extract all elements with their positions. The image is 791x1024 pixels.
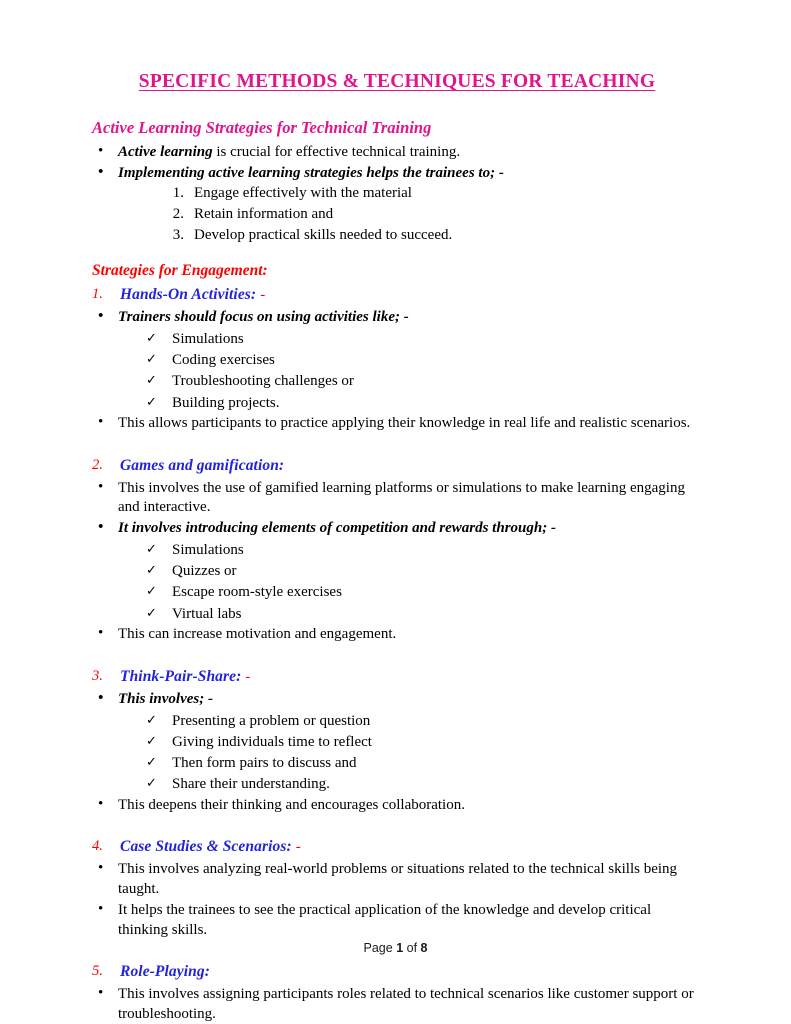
strategy-block-1 [92, 284, 702, 434]
spacer [92, 646, 702, 666]
list-item-label: Develop practical skills needed to succeed. [194, 227, 453, 244]
list-item-label: Trainers should focus on using activities like; - [118, 309, 409, 326]
list-item [136, 732, 702, 752]
list-item [96, 164, 702, 184]
list-item [96, 860, 702, 900]
list-item [96, 414, 702, 434]
strategy-dash: - [260, 287, 266, 304]
list-item-label: This involves the use of gamified learning platforms or simulations to make learning engaging and interactive. [118, 479, 685, 516]
list-item-number: 3. [172, 227, 184, 244]
list-item-label: This involves assigning participants roles related to technical scenarios like customer support or troubleshooting. [118, 986, 694, 1023]
strategy-number: 5. [92, 963, 103, 980]
list-item [136, 561, 702, 581]
bullet-rest-text: is crucial for effective technical training. [212, 143, 461, 160]
page-title: SPECIFIC METHODS & TECHNIQUES FOR TEACHING [138, 71, 656, 92]
list-item-number: 2. [172, 206, 184, 223]
list-item-label: This allows participants to practice applying their knowledge in real life and realistic scenarios. [118, 414, 691, 431]
list-item [96, 625, 702, 645]
strategy-body [92, 625, 702, 645]
spacer [92, 247, 702, 261]
list-item [96, 901, 702, 941]
list-item [136, 371, 702, 391]
list-item-number: 1. [172, 185, 184, 202]
strategy-body [92, 860, 702, 940]
strategy-title: Hands-On Activities: [120, 286, 257, 304]
list-item [154, 226, 702, 246]
list-item-label: Engage effectively with the material [194, 185, 412, 202]
checklist [92, 329, 702, 413]
strategy-number: 2. [92, 456, 103, 473]
strategy-body [92, 985, 702, 1024]
list-item [136, 774, 702, 794]
list-item-label: Presenting a problem or question [172, 712, 371, 729]
strategy-body [92, 690, 702, 710]
list-item [96, 796, 702, 816]
list-item [136, 753, 702, 773]
checklist [92, 711, 702, 795]
list-item [96, 985, 702, 1024]
strategy-number: 3. [92, 667, 103, 684]
list-item [96, 143, 702, 163]
list-item-label: Escape room-style exercises [172, 584, 342, 601]
list-item [136, 329, 702, 349]
list-item [136, 711, 702, 731]
list-item [136, 582, 702, 602]
strategy-heading [92, 455, 702, 477]
list-item-label: Virtual labs [172, 605, 242, 622]
list-item-label: This involves analyzing real-world problems or situations related to the technical skills being taught. [118, 861, 678, 898]
strategy-heading [92, 961, 702, 983]
intro-numbered-list [92, 184, 702, 246]
bullet-lead-text: Implementing active learning strategies helps the trainees to; - [118, 164, 504, 181]
strategy-heading [92, 666, 702, 688]
strategy-block-5 [92, 961, 702, 1024]
footer-prefix: Page [363, 941, 393, 955]
list-item-label: Building projects. [172, 394, 280, 411]
list-item-label: This can increase motivation and engagement. [118, 625, 397, 642]
footer-total-pages: 8 [420, 941, 428, 955]
list-item-label: Simulations [172, 330, 244, 347]
list-item-label: This deepens their thinking and encourages collaboration. [118, 796, 465, 813]
strategy-dash: - [295, 839, 301, 856]
footer-page-number: 1 [396, 941, 404, 955]
strategy-block-2 [92, 455, 702, 645]
strategy-title: Games and gamification: [120, 456, 285, 474]
page-content [92, 70, 702, 1024]
section-heading-active-learning: Active Learning Strategies for Technical Training [92, 118, 432, 138]
list-item [96, 519, 702, 539]
list-item [96, 308, 702, 328]
list-item-label: Share their understanding. [172, 776, 330, 793]
list-item [154, 205, 702, 225]
spacer [92, 435, 702, 455]
strategy-dash: - [245, 668, 251, 685]
strategy-body [92, 414, 702, 434]
list-item [96, 690, 702, 710]
strategies-for-engagement-heading: Strategies for Engagement: [92, 262, 268, 280]
list-item-label: Then form pairs to discuss and [172, 755, 357, 771]
strategy-body [92, 308, 702, 328]
list-item-label: It involves introducing elements of competition and rewards through; - [118, 520, 556, 537]
list-item-label: Giving individuals time to reflect [172, 733, 372, 750]
intro-bullet-list [92, 143, 702, 184]
strategy-number: 4. [92, 838, 103, 855]
checklist [92, 540, 702, 624]
footer-middle: of [406, 941, 418, 955]
strategy-body [92, 796, 702, 816]
list-item-label: Simulations [172, 541, 244, 558]
list-item-label: This involves; - [118, 690, 213, 707]
strategy-body [92, 479, 702, 539]
strategy-block-3 [92, 666, 702, 816]
strategy-title: Think-Pair-Share: [120, 667, 242, 685]
page-footer [0, 941, 791, 955]
strategy-title: Role-Playing: [120, 963, 210, 981]
list-item [136, 350, 702, 370]
strategy-block-4 [92, 836, 702, 940]
strategy-number: 1. [92, 286, 103, 303]
list-item-label: Retain information and [194, 206, 334, 223]
strategy-title: Case Studies & Scenarios: [120, 838, 292, 856]
list-item [136, 393, 702, 413]
list-item [136, 604, 702, 624]
list-item [96, 479, 702, 519]
list-item [154, 184, 702, 204]
strategy-heading [92, 284, 702, 306]
list-item-label: It helps the trainees to see the practical application of the knowledge and develop critical thinking skills. [118, 901, 652, 938]
list-item [136, 540, 702, 560]
list-item-label: Troubleshooting challenges or [172, 373, 354, 390]
bullet-lead-text: Active learning [118, 143, 213, 160]
strategy-heading [92, 836, 702, 858]
list-item-label: Quizzes or [172, 563, 237, 580]
list-item-label: Coding exercises [172, 352, 275, 369]
spacer [92, 816, 702, 836]
